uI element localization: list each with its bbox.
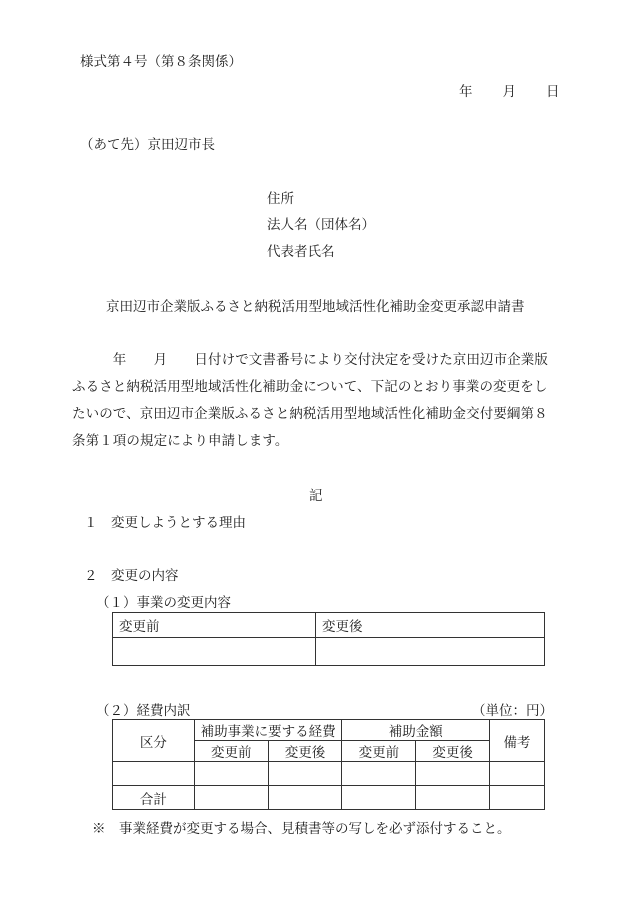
body-line-3: たいので、京田辺市企業版ふるさと納税活用型地域活性化補助金交付要綱第８ xyxy=(72,406,548,422)
applicant-address-label: 住所 xyxy=(267,191,294,207)
table1-after-cell[interactable] xyxy=(316,638,545,666)
subsection-2-cost-breakdown: （２）経費内訳 xyxy=(96,703,191,719)
table2-row-cost-before-cell[interactable] xyxy=(194,762,268,786)
body-line-4: 条第１項の規定により申請します。 xyxy=(72,433,289,449)
table1-after-header: 変更後 xyxy=(316,613,545,638)
table2-total-cost-before-cell[interactable] xyxy=(194,786,268,810)
table2-row-subsidy-before-cell[interactable] xyxy=(342,762,416,786)
body-line-2: ふるさと納税活用型地域活性化補助金について、下記のとおり事業の変更をし xyxy=(72,379,548,395)
cost-breakdown-table xyxy=(112,719,545,810)
table2-cost-before-header: 変更前 xyxy=(194,741,268,762)
table2-required-cost-header: 補助事業に要する経費 xyxy=(194,720,342,741)
table2-remarks-header: 備考 xyxy=(490,720,545,762)
applicant-corp-name-label: 法人名（団体名） xyxy=(267,217,375,233)
table2-subsidy-before-header: 変更前 xyxy=(342,741,416,762)
table1-before-cell[interactable] xyxy=(113,638,316,666)
table2-row-subsidy-after-cell[interactable] xyxy=(416,762,490,786)
section-1-reason: １ 変更しようとする理由 xyxy=(84,515,246,531)
body-line-1: 年 月 日付けで文書番号により交付決定を受けた京田辺市企業版 xyxy=(72,352,548,368)
table2-row-category-cell[interactable] xyxy=(113,762,195,786)
table2-total-label: 合計 xyxy=(113,786,195,810)
subsection-1-business-change: （１）事業の変更内容 xyxy=(96,595,231,611)
ki-heading: 記 xyxy=(309,488,323,504)
table2-subsidy-after-header: 変更後 xyxy=(416,741,490,762)
attachment-note: ※ 事業経費が変更する場合、見積書等の写しを必ず添付すること。 xyxy=(92,821,511,837)
addressee: （あて先）京田辺市長 xyxy=(80,137,215,153)
table2-total-subsidy-after-cell[interactable] xyxy=(416,786,490,810)
table2-total-remarks-cell[interactable] xyxy=(490,786,545,810)
table2-total-subsidy-before-cell[interactable] xyxy=(342,786,416,810)
unit-label: （単位：円） xyxy=(472,703,553,719)
table2-cost-after-header: 変更後 xyxy=(268,741,342,762)
business-change-table xyxy=(112,612,545,666)
table2-category-header: 区分 xyxy=(113,720,195,762)
applicant-rep-name-label: 代表者氏名 xyxy=(267,244,335,260)
table2-subsidy-amount-header: 補助金額 xyxy=(342,720,490,741)
table2-row-cost-after-cell[interactable] xyxy=(268,762,342,786)
table1-before-header: 変更前 xyxy=(113,613,316,638)
table2-total-cost-after-cell[interactable] xyxy=(268,786,342,810)
section-2-content: ２ 変更の内容 xyxy=(84,568,179,584)
date-line: 年 月 日 xyxy=(459,84,561,100)
form-number: 様式第４号（第８条関係） xyxy=(80,54,242,70)
document-title: 京田辺市企業版ふるさと納税活用型地域活性化補助金変更承認申請書 xyxy=(106,299,525,315)
table2-row-remarks-cell[interactable] xyxy=(490,762,545,786)
